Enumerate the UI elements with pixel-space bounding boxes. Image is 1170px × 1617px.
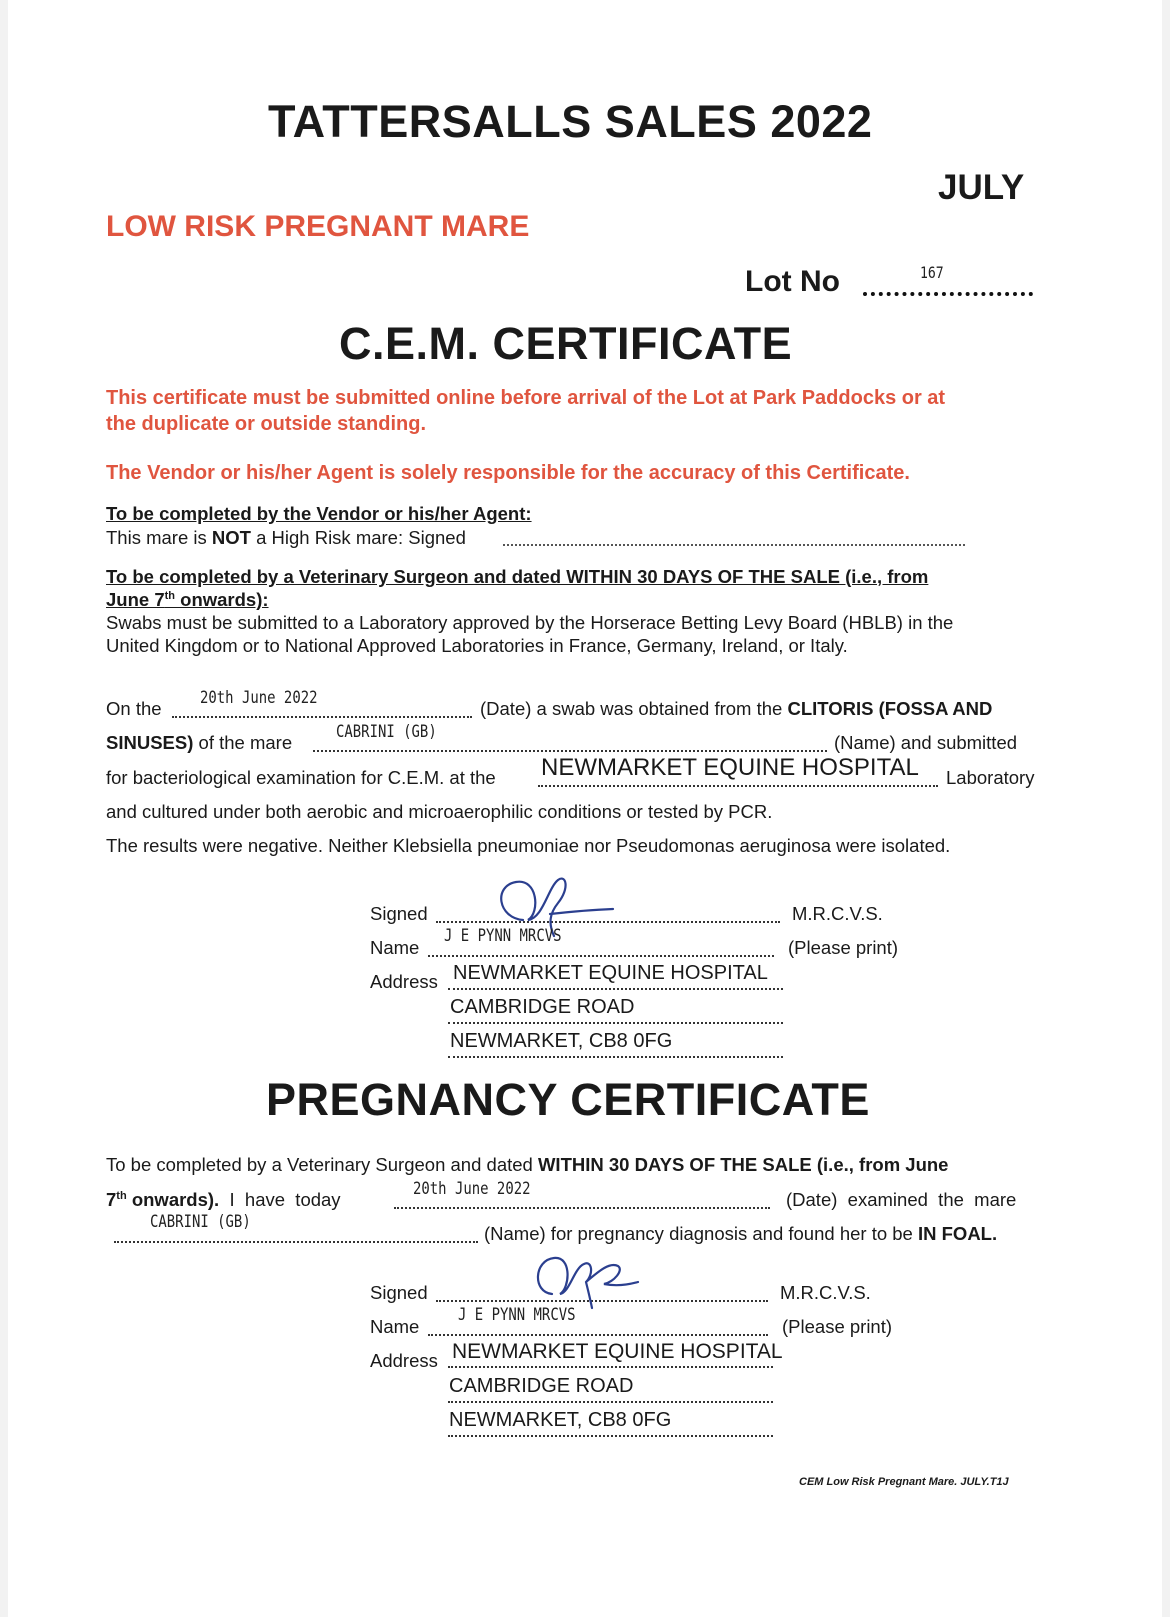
mare-name-line xyxy=(313,750,827,752)
laboratory-text: Laboratory xyxy=(946,767,1035,788)
cem-address-line-2 xyxy=(448,1022,783,1024)
preg-signed-label: Signed xyxy=(370,1282,428,1303)
preg-mare-name: CABRINI (GB) xyxy=(150,1212,251,1232)
cem-mare-name: CABRINI (GB) xyxy=(336,722,437,742)
preg-signature xyxy=(528,1250,648,1310)
cem-address-3: NEWMARKET, CB8 0FG xyxy=(450,1030,673,1052)
preg-line-1: To be completed by a Veterinary Surgeon and dated WITHIN 30 DAYS OF THE SALE (i.e., from June xyxy=(106,1154,949,1175)
mare-line: SINUSES) of the mare xyxy=(106,732,293,753)
preg-line-3: (Name) for pregnancy diagnosis and found her to be IN FOAL. xyxy=(484,1223,998,1244)
vet-heading-1: To be completed by a Veterinary Surgeon and dated WITHIN 30 DAYS OF THE SALE (i.e., from xyxy=(106,566,929,587)
sale-month: JULY xyxy=(938,168,1025,207)
swab-text-1: Swabs must be submitted to a Laboratory approved by the Horserace Betting Levy Board (HBLB) in the xyxy=(106,612,954,633)
cem-signed-label: Signed xyxy=(370,903,428,924)
document-title: TATTERSALLS SALES 2022 xyxy=(268,96,873,147)
vendor-statement: This mare is NOT a High Risk mare: Signed xyxy=(106,527,466,548)
preg-address-line-1 xyxy=(448,1366,773,1368)
cem-date-text: (Date) a swab was obtained from the CLITORIS (FOSSA AND xyxy=(480,698,993,719)
preg-mrcvs: M.R.C.V.S. xyxy=(780,1282,871,1303)
preg-address-line-3 xyxy=(448,1435,773,1437)
cem-address-line-1 xyxy=(448,988,783,990)
cem-notice-1a: This certificate must be submitted online before arrival of the Lot at Park Paddocks or at xyxy=(106,387,946,409)
lot-label: Lot No xyxy=(745,265,840,298)
cem-address-line-3 xyxy=(448,1056,783,1058)
preg-name-line xyxy=(428,1334,768,1336)
cem-address-1: NEWMARKET EQUINE HOSPITAL xyxy=(453,962,768,984)
preg-date-value: 20th June 2022 xyxy=(413,1179,531,1199)
cem-notice-2: The Vendor or his/her Agent is solely responsible for the accuracy of this Certificate. xyxy=(106,462,910,484)
cem-name-label: Name xyxy=(370,937,420,958)
cem-name-line xyxy=(428,955,774,957)
lot-number-line xyxy=(863,292,1033,296)
lab-name-line xyxy=(538,785,938,787)
preg-line-2d: (Date) examined the mare xyxy=(786,1189,1017,1210)
preg-date-line xyxy=(394,1207,770,1209)
preg-address-line-2 xyxy=(448,1401,773,1403)
cem-please-print: (Please print) xyxy=(788,937,899,958)
preg-address-2: CAMBRIDGE ROAD xyxy=(449,1375,634,1397)
name-submitted-text: (Name) and submitted xyxy=(834,732,1018,753)
cem-address-2: CAMBRIDGE ROAD xyxy=(450,996,635,1018)
preg-name-label: Name xyxy=(370,1316,420,1337)
cem-notice-1b: the duplicate or outside standing. xyxy=(106,413,427,435)
cem-mrcvs: M.R.C.V.S. xyxy=(792,903,883,924)
mare-category: LOW RISK PREGNANT MARE xyxy=(106,210,530,243)
bacterio-text: for bacteriological examination for C.E.M. at the xyxy=(106,767,496,788)
preg-mare-line xyxy=(114,1241,478,1243)
cem-address-label: Address xyxy=(370,971,438,992)
vendor-heading: To be completed by the Vendor or his/her Agent: xyxy=(106,503,532,524)
cem-vet-name: J E PYNN MRCVS xyxy=(444,926,562,946)
lot-number: 167 xyxy=(920,263,944,282)
on-the-label: On the xyxy=(106,698,162,719)
preg-address-1: NEWMARKET EQUINE HOSPITAL xyxy=(452,1340,783,1363)
vet-heading-2: June 7th onwards): xyxy=(106,589,269,610)
preg-line-2a: 7th onwards). I have today xyxy=(106,1189,341,1210)
cultured-text: and cultured under both aerobic and microaerophilic conditions or tested by PCR. xyxy=(106,801,773,822)
cem-date-line xyxy=(172,716,472,718)
certificate-page xyxy=(8,0,1162,1617)
cem-date-value: 20th June 2022 xyxy=(200,688,318,708)
lab-name: NEWMARKET EQUINE HOSPITAL xyxy=(541,754,919,781)
preg-vet-name: J E PYNN MRCVS xyxy=(458,1305,576,1325)
preg-address-label: Address xyxy=(370,1350,438,1371)
pregnancy-title: PREGNANCY CERTIFICATE xyxy=(266,1074,870,1125)
footer-code: CEM Low Risk Pregnant Mare. JULY.T1J xyxy=(799,1476,1009,1488)
preg-please-print: (Please print) xyxy=(782,1316,893,1337)
cem-title: C.E.M. CERTIFICATE xyxy=(339,318,793,369)
results-text: The results were negative. Neither Klebsiella pneumoniae nor Pseudomonas aeruginosa were isolated. xyxy=(106,835,951,856)
swab-text-2: United Kingdom or to National Approved Laboratories in France, Germany, Ireland, or Italy. xyxy=(106,635,848,656)
vendor-signature-line[interactable] xyxy=(503,544,965,546)
preg-address-3: NEWMARKET, CB8 0FG xyxy=(449,1409,672,1431)
